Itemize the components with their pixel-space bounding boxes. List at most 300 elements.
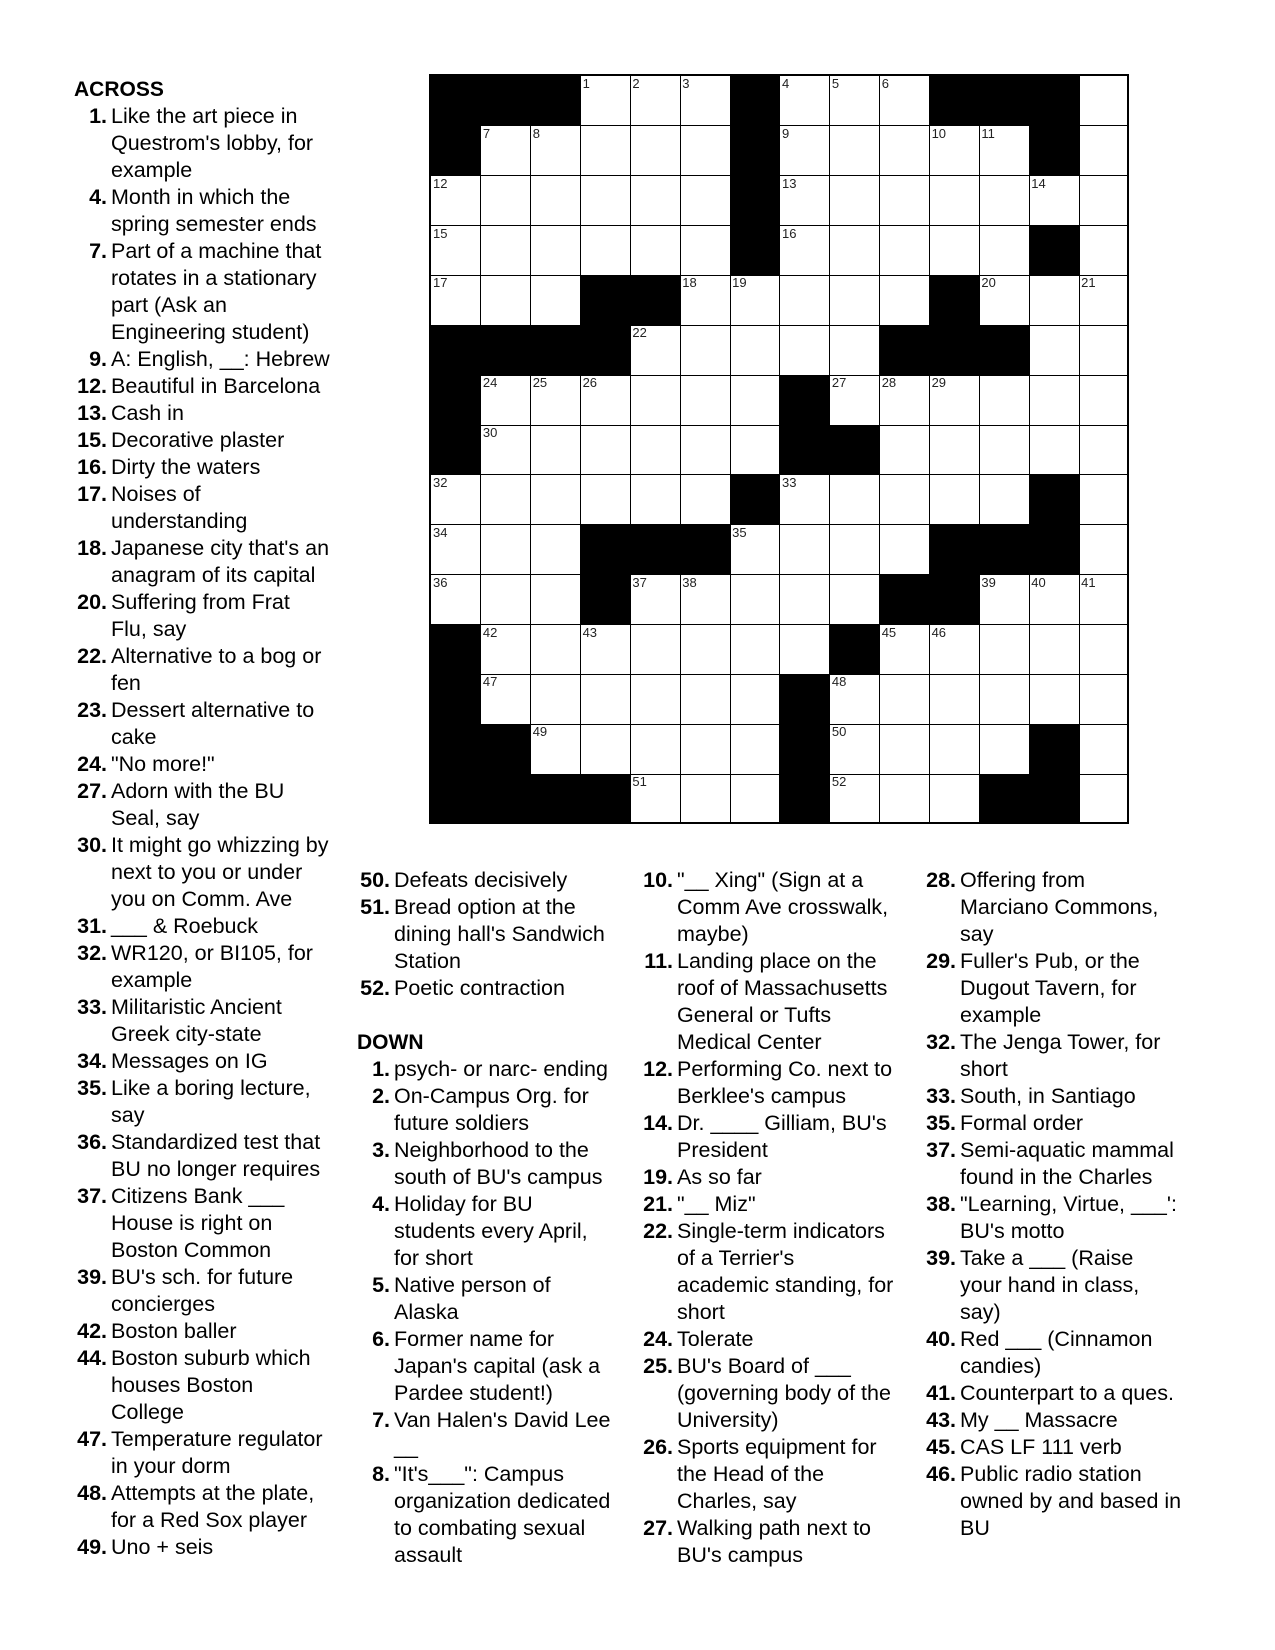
clue-item: [74, 589, 354, 643]
grid-cell[interactable]: [581, 425, 631, 475]
clue-number: 25.: [643, 1354, 673, 1378]
clue-item: [923, 1326, 1213, 1380]
black-square: [1029, 226, 1079, 276]
clue-item: [74, 1480, 354, 1534]
black-square: [431, 126, 481, 176]
clue-number: 27.: [77, 779, 107, 803]
grid-cell[interactable]: [531, 475, 581, 525]
grid-cell[interactable]: [880, 425, 930, 475]
black-square: [481, 724, 531, 774]
clue-item: [357, 894, 637, 975]
clue-text: Japanese city that's an: [111, 536, 330, 560]
clue-item: [74, 1129, 354, 1183]
grid-cell[interactable]: [730, 625, 780, 675]
grid-cell[interactable]: [531, 525, 581, 575]
grid-cell[interactable]: [431, 475, 481, 525]
grid-cell[interactable]: [730, 575, 780, 625]
clue-number: 22.: [643, 1219, 673, 1243]
grid-cell[interactable]: [830, 575, 880, 625]
clue-item: [74, 1318, 354, 1345]
clue-text: concierges: [111, 1292, 215, 1316]
clue-text: "__ Xing" (Sign at a: [677, 868, 864, 892]
grid-cell[interactable]: [481, 475, 531, 525]
grid-cell[interactable]: [880, 525, 930, 575]
grid-cell[interactable]: [830, 176, 880, 226]
cell-number: 14: [1031, 175, 1046, 191]
grid-cell[interactable]: [830, 724, 880, 774]
grid-cell[interactable]: [930, 226, 980, 276]
grid-cell[interactable]: [531, 724, 581, 774]
grid-cell[interactable]: [431, 525, 481, 575]
grid-cell[interactable]: [680, 375, 730, 425]
clue-item: [74, 1048, 354, 1075]
grid-cell[interactable]: [581, 126, 631, 176]
grid-cell[interactable]: [979, 475, 1029, 525]
grid-cell[interactable]: [630, 724, 680, 774]
black-square: [1029, 774, 1079, 824]
black-square: [630, 525, 680, 575]
grid-cell[interactable]: [830, 674, 880, 724]
grid-cell[interactable]: [880, 625, 930, 675]
black-square: [481, 76, 531, 126]
clue-item: [74, 643, 354, 697]
grid-cell[interactable]: [730, 275, 780, 325]
grid-cell[interactable]: [979, 724, 1029, 774]
clue-text: Charles, say: [677, 1489, 797, 1513]
grid-cell[interactable]: [680, 475, 730, 525]
grid-cell[interactable]: [830, 325, 880, 375]
grid-cell[interactable]: [1079, 126, 1129, 176]
grid-cell[interactable]: [880, 176, 930, 226]
grid-cell[interactable]: [930, 176, 980, 226]
cell-number: 12: [433, 175, 448, 191]
cell-number: 41: [1081, 574, 1096, 590]
cell-number: 36: [433, 574, 448, 590]
grid-cell[interactable]: [531, 625, 581, 675]
grid-cell[interactable]: [630, 774, 680, 824]
grid-cell[interactable]: [630, 475, 680, 525]
grid-cell[interactable]: [431, 275, 481, 325]
clue-number: 8.: [372, 1462, 390, 1486]
clue-item: [640, 1218, 920, 1326]
clue-text: Single-term indicators: [677, 1219, 885, 1243]
grid-cell[interactable]: [1079, 575, 1129, 625]
black-square: [730, 176, 780, 226]
grid-cell[interactable]: [780, 226, 830, 276]
grid-cell[interactable]: [630, 76, 680, 126]
grid-cell[interactable]: [1079, 625, 1129, 675]
grid-cell[interactable]: [780, 525, 830, 575]
grid-cell[interactable]: [531, 674, 581, 724]
clue-text: __: [394, 1435, 418, 1459]
clue-text: Offering from: [960, 868, 1086, 892]
grid-cell[interactable]: [581, 375, 631, 425]
grid-cell[interactable]: [780, 176, 830, 226]
grid-cell[interactable]: [531, 275, 581, 325]
cell-number: 49: [532, 724, 548, 740]
clue-item: [74, 454, 354, 481]
grid-cell[interactable]: [481, 375, 531, 425]
grid-cell[interactable]: [780, 275, 830, 325]
grid-cell[interactable]: [730, 774, 780, 824]
grid-cell[interactable]: [481, 625, 531, 675]
black-square: [531, 774, 581, 824]
grid-cell[interactable]: [680, 325, 730, 375]
clue-item: [74, 373, 354, 400]
black-square: [930, 76, 980, 126]
cell-number: 30: [482, 425, 498, 441]
clue-text: Dirty the waters: [111, 455, 261, 479]
grid-cell[interactable]: [581, 625, 631, 675]
grid-cell[interactable]: [481, 425, 531, 475]
grid-cell[interactable]: [1029, 176, 1079, 226]
cell-number: 5: [831, 76, 840, 91]
clue-text: WR120, or BI105, for: [111, 941, 313, 965]
cell-number: 42: [482, 624, 498, 640]
grid-cell[interactable]: [730, 325, 780, 375]
clue-text: BU's motto: [960, 1219, 1065, 1243]
grid-cell[interactable]: [680, 126, 730, 176]
clue-text: Alaska: [394, 1300, 459, 1324]
grid-cell[interactable]: [880, 76, 930, 126]
grid-cell[interactable]: [431, 176, 481, 226]
clue-item: [74, 400, 354, 427]
clue-number: 6.: [372, 1327, 390, 1351]
grid-cell[interactable]: [979, 674, 1029, 724]
clue-number: 23.: [77, 698, 107, 722]
clue-number: 27.: [643, 1516, 673, 1540]
clue-text: you on Comm. Ave: [111, 887, 293, 911]
grid-cell[interactable]: [930, 425, 980, 475]
grid-cell[interactable]: [680, 226, 730, 276]
grid-cell[interactable]: [680, 575, 730, 625]
clue-text: future soldiers: [394, 1111, 530, 1135]
clue-text: A: English, __: Hebrew: [111, 347, 330, 371]
clue-text: Dugout Tavern, for: [960, 976, 1137, 1000]
grid-cell[interactable]: [630, 126, 680, 176]
black-square: [780, 674, 830, 724]
grid-cell[interactable]: [830, 126, 880, 176]
grid-cell[interactable]: [730, 724, 780, 774]
black-square: [930, 575, 980, 625]
clue-text: Red ___ (Cinnamon: [960, 1327, 1153, 1351]
grid-cell[interactable]: [680, 724, 730, 774]
grid-cell[interactable]: [581, 176, 631, 226]
grid-cell[interactable]: [1079, 525, 1129, 575]
grid-cell[interactable]: [531, 575, 581, 625]
grid-cell[interactable]: [581, 226, 631, 276]
grid-cell[interactable]: [1029, 325, 1079, 375]
cell-number: 9: [781, 125, 790, 141]
grid-cell[interactable]: [830, 774, 880, 824]
grid-cell[interactable]: [680, 76, 730, 126]
clue-item: [357, 1083, 637, 1137]
black-square: [780, 724, 830, 774]
clue-number: 39.: [926, 1246, 956, 1270]
grid-cell[interactable]: [880, 375, 930, 425]
grid-cell[interactable]: [630, 226, 680, 276]
grid-cell[interactable]: [1079, 774, 1129, 824]
grid-cell[interactable]: [780, 325, 830, 375]
grid-cell[interactable]: [730, 525, 780, 575]
clue-item: [74, 1534, 354, 1561]
grid-cell[interactable]: [930, 475, 980, 525]
black-square: [431, 375, 481, 425]
grid-cell[interactable]: [481, 176, 531, 226]
grid-cell[interactable]: [1029, 674, 1079, 724]
clue-item: [74, 238, 354, 346]
clue-number: 35.: [77, 1076, 107, 1100]
clue-text: Marciano Commons,: [960, 895, 1159, 919]
clue-item: [923, 1083, 1213, 1110]
clue-number: 2.: [372, 1084, 390, 1108]
grid-cell[interactable]: [979, 176, 1029, 226]
clue-number: 18.: [77, 536, 107, 560]
clue-item: [74, 751, 354, 778]
clue-item: [74, 778, 354, 832]
clue-item: [74, 940, 354, 994]
grid-cell[interactable]: [531, 375, 581, 425]
grid-cell[interactable]: [1079, 176, 1129, 226]
grid-cell[interactable]: [630, 674, 680, 724]
grid-cell[interactable]: [680, 674, 730, 724]
clue-text: Japan's capital (ask a: [394, 1354, 601, 1378]
clue-text: Take a ___ (Raise: [960, 1246, 1134, 1270]
grid-cell[interactable]: [481, 525, 531, 575]
grid-cell[interactable]: [481, 275, 531, 325]
clue-number: 30.: [77, 833, 107, 857]
grid-cell[interactable]: [630, 425, 680, 475]
grid-cell[interactable]: [1029, 375, 1079, 425]
grid-cell[interactable]: [930, 674, 980, 724]
grid-cell[interactable]: [780, 76, 830, 126]
cell-number: 29: [931, 375, 947, 391]
clue-text: "It's___": Campus: [394, 1462, 564, 1486]
grid-cell[interactable]: [581, 724, 631, 774]
grid-cell[interactable]: [1079, 275, 1129, 325]
cell-number: 47: [482, 674, 498, 690]
clue-text: Decorative plaster: [111, 428, 285, 452]
grid-cell[interactable]: [431, 226, 481, 276]
clue-number: 12.: [77, 374, 107, 398]
grid-cell[interactable]: [630, 625, 680, 675]
clue-text: say: [960, 922, 994, 946]
grid-cell[interactable]: [680, 625, 730, 675]
cell-number: 18: [682, 275, 697, 291]
clue-text: Fuller's Pub, or the: [960, 949, 1140, 973]
clue-item: [923, 948, 1213, 1029]
clue-text: example: [960, 1003, 1042, 1027]
clue-item: [640, 867, 920, 948]
clue-number: 33.: [77, 995, 107, 1019]
grid-cell[interactable]: [1079, 674, 1129, 724]
clue-item: [357, 867, 637, 894]
grid-cell[interactable]: [1029, 275, 1079, 325]
clue-item: [923, 1110, 1213, 1137]
grid-cell[interactable]: [780, 475, 830, 525]
grid-cell[interactable]: [830, 525, 880, 575]
clue-text: Poetic contraction: [394, 976, 565, 1000]
grid-cell[interactable]: [979, 575, 1029, 625]
grid-cell[interactable]: [1029, 425, 1079, 475]
cell-number: 22: [632, 325, 647, 341]
clue-item: [923, 1029, 1213, 1083]
clues-column-2: [357, 867, 637, 1569]
grid-cell[interactable]: [1079, 375, 1129, 425]
grid-cell[interactable]: [730, 425, 780, 475]
grid-cell[interactable]: [930, 126, 980, 176]
grid-cell[interactable]: [780, 575, 830, 625]
clue-item: [640, 1515, 920, 1569]
grid-cell[interactable]: [979, 625, 1029, 675]
grid-cell[interactable]: [880, 475, 930, 525]
clue-text: Questrom's lobby, for: [111, 131, 314, 155]
grid-cell[interactable]: [581, 76, 631, 126]
cell-number: 27: [831, 375, 847, 391]
black-square: [581, 325, 631, 375]
grid-cell[interactable]: [531, 176, 581, 226]
clue-item: [923, 1137, 1213, 1191]
clue-text: dining hall's Sandwich: [394, 922, 605, 946]
clue-number: 7.: [372, 1408, 390, 1432]
grid-cell[interactable]: [730, 375, 780, 425]
grid-cell[interactable]: [780, 126, 830, 176]
clue-number: 35.: [926, 1111, 956, 1135]
clue-item: [923, 1245, 1213, 1326]
grid-cell[interactable]: [1079, 475, 1129, 525]
grid-cell[interactable]: [880, 774, 930, 824]
grid-cell[interactable]: [830, 375, 880, 425]
clue-text: Walking path next to: [677, 1516, 872, 1540]
grid-cell[interactable]: [680, 774, 730, 824]
clue-text: Attempts at the plate,: [111, 1481, 315, 1505]
clue-item: [923, 867, 1213, 948]
clue-text: of a Terrier's: [677, 1246, 795, 1270]
cell-number: 51: [632, 774, 647, 790]
grid-cell[interactable]: [1029, 575, 1079, 625]
grid-cell[interactable]: [979, 226, 1029, 276]
clue-item: [357, 1461, 637, 1569]
cell-number: 17: [433, 275, 448, 291]
clue-text: Cash in: [111, 401, 184, 425]
black-square: [730, 475, 780, 525]
grid-cell[interactable]: [830, 76, 880, 126]
clue-text: "__ Miz": [677, 1192, 756, 1216]
clue-text: understanding: [111, 509, 248, 533]
grid-cell[interactable]: [630, 575, 680, 625]
grid-cell[interactable]: [680, 176, 730, 226]
clue-item: [357, 975, 637, 1002]
black-square: [531, 325, 581, 375]
cell-number: 45: [881, 624, 897, 640]
grid-cell[interactable]: [630, 325, 680, 375]
clue-item: [357, 1191, 637, 1272]
clue-text: BU: [960, 1516, 990, 1540]
grid-cell[interactable]: [979, 126, 1029, 176]
cell-number: 26: [582, 375, 598, 391]
grid-cell[interactable]: [531, 226, 581, 276]
grid-cell[interactable]: [1079, 724, 1129, 774]
grid-cell[interactable]: [880, 724, 930, 774]
clue-text: My __ Massacre: [960, 1408, 1118, 1432]
grid-cell[interactable]: [880, 126, 930, 176]
clue-text: Public radio station: [960, 1462, 1142, 1486]
clue-item: [74, 184, 354, 238]
clue-text: "Learning, Virtue, ___':: [960, 1192, 1177, 1216]
clue-text: Militaristic Ancient: [111, 995, 282, 1019]
grid-cell[interactable]: [880, 674, 930, 724]
clue-text: General or Tufts: [677, 1003, 832, 1027]
grid-cell[interactable]: [780, 625, 830, 675]
clue-number: 15.: [77, 428, 107, 452]
grid-cell[interactable]: [431, 575, 481, 625]
grid-cell[interactable]: [481, 674, 531, 724]
cell-number: 38: [682, 574, 697, 590]
grid-cell[interactable]: [1079, 226, 1129, 276]
grid-cell[interactable]: [930, 625, 980, 675]
clue-text: Neighborhood to the: [394, 1138, 589, 1162]
grid-cell[interactable]: [1079, 425, 1129, 475]
grid-cell[interactable]: [830, 275, 880, 325]
clue-text: Dessert alternative to: [111, 698, 315, 722]
clues-column-4: [923, 867, 1213, 1542]
black-square: [431, 76, 481, 126]
clue-number: 31.: [77, 914, 107, 938]
clue-text: Dr. ____ Gilliam, BU's: [677, 1111, 887, 1135]
grid-cell[interactable]: [581, 674, 631, 724]
grid-cell[interactable]: [880, 226, 930, 276]
cell-number: 6: [881, 76, 889, 91]
grid-cell[interactable]: [630, 176, 680, 226]
clue-text: example: [111, 158, 193, 182]
grid-cell[interactable]: [930, 724, 980, 774]
grid-cell[interactable]: [680, 275, 730, 325]
grid-cell[interactable]: [531, 126, 581, 176]
grid-cell[interactable]: [880, 275, 930, 325]
grid-cell[interactable]: [481, 575, 531, 625]
grid-cell[interactable]: [979, 425, 1029, 475]
clue-text: short: [960, 1057, 1008, 1081]
clue-number: 48.: [77, 1481, 107, 1505]
black-square: [581, 575, 631, 625]
grid-cell[interactable]: [730, 674, 780, 724]
clue-item: [74, 103, 354, 184]
grid-cell[interactable]: [930, 774, 980, 824]
grid-cell[interactable]: [979, 375, 1029, 425]
clue-text: Performing Co. next to: [677, 1057, 893, 1081]
grid-cell[interactable]: [1079, 76, 1129, 126]
clue-number: 22.: [77, 644, 107, 668]
grid-cell[interactable]: [830, 475, 880, 525]
grid-cell[interactable]: [581, 475, 631, 525]
cell-number: 4: [781, 76, 790, 91]
grid-cell[interactable]: [1079, 325, 1129, 375]
grid-cell[interactable]: [1029, 625, 1079, 675]
clue-number: 47.: [77, 1427, 107, 1451]
grid-cell[interactable]: [481, 126, 531, 176]
grid-cell[interactable]: [481, 226, 531, 276]
grid-cell[interactable]: [680, 425, 730, 475]
grid-cell[interactable]: [531, 425, 581, 475]
grid-cell[interactable]: [979, 275, 1029, 325]
black-square: [730, 126, 780, 176]
cell-number: 15: [433, 225, 448, 241]
grid-cell[interactable]: [830, 226, 880, 276]
clue-number: 42.: [77, 1319, 107, 1343]
grid-cell[interactable]: [930, 375, 980, 425]
cell-number: 13: [781, 175, 797, 191]
grid-cell[interactable]: [630, 375, 680, 425]
